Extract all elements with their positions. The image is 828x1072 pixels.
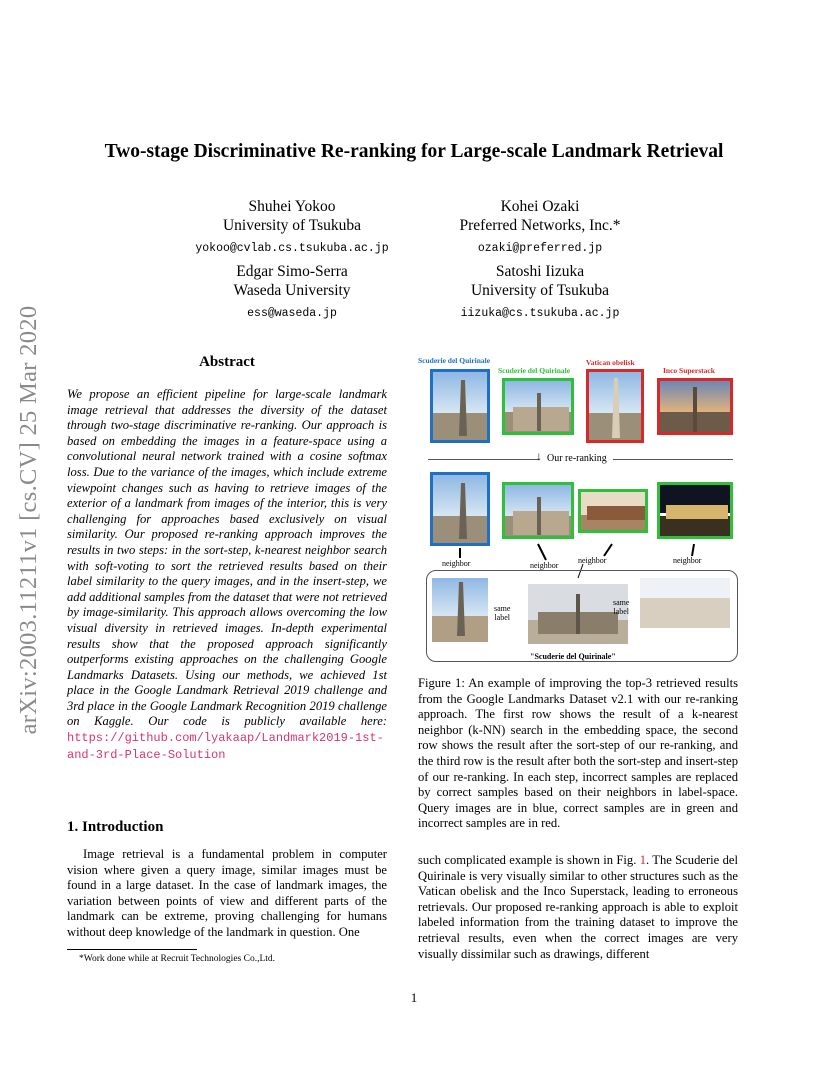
author-email: yokoo@cvlab.cs.tsukuba.ac.jp: [195, 242, 389, 255]
neighbor-label-2: neighbor: [530, 561, 559, 570]
author-4: [410, 262, 670, 323]
paper-title: Two-stage Discriminative Re-ranking for Large-scale Landmark Retrieval: [104, 141, 724, 162]
author-email: iizuka@cs.tsukuba.ac.jp: [460, 307, 620, 320]
figure-caption: Figure 1: An example of improving the top-3 retrieved results from the Google Landmarks Dataset v2.1 with our re-ranking approach. The first row shows the result of a k-nearest neighbor (k-NN) search in the embedding space, the second row shows the result after the sort-step of our re-ranking, and the third row is the result after both the sort-step and insert-step of our re-ranking. In each step, incorrect samples are replaced by correct samples based on their neighbors in label-space. Query images are in blue, correct samples are in green and incorrect samples are in red.: [418, 676, 739, 831]
abstract-heading: Abstract: [199, 354, 255, 370]
author-affiliation: University of Tsukuba: [470, 282, 610, 299]
neighbor-label-3: neighbor: [578, 556, 607, 565]
author-2: [410, 197, 670, 258]
arxiv-sidebar: [9, 270, 49, 770]
right-column-body: [418, 853, 738, 962]
footnote: *Work done while at Recruit Technologies Co.,Ltd.: [79, 954, 276, 964]
label-query: Scuderie del Quirinale: [418, 356, 491, 365]
author-1: [162, 197, 422, 258]
same-label-2: same label: [613, 598, 630, 616]
rerank-label: Our re-ranking: [547, 453, 607, 464]
right-text-after: . The Scuderie del Quirinale is very visually similar to other structures such as the Vatican obelisk and the Inco Superstack, leading to erroneous retrievals. Our proposed re-ranking approach is able to exploit labeled information from the training dataset to improve the retrieval results, even when the correct images are very visually dissimilar such as drawings, different: [418, 853, 738, 961]
row2-image-1: [502, 482, 574, 539]
query-image: [430, 369, 490, 443]
page-number: 1: [410, 990, 418, 1005]
author-email: ess@waseda.jp: [247, 307, 337, 320]
label-correct: Scuderie del Quirinale: [498, 366, 571, 375]
label-wrong-2: Inco Superstack: [663, 366, 715, 375]
intro-body: Image retrieval is a fundamental problem in computer vision where given a query image, similar images must be found in a large dataset. In the case of landmark images, the variation between points of view and different parts of the landmark can be extreme, proving challenging for humans without deep knowledge of the landmark in question. One: [67, 847, 387, 939]
right-text-before: such complicated example is shown in Fig.: [418, 853, 637, 867]
author-name: Kohei Ozaki: [500, 198, 580, 215]
down-arrow-icon: ↓: [536, 449, 542, 463]
figure-citation[interactable]: 1: [639, 853, 646, 867]
row2-image-2: [578, 489, 648, 533]
neighbor-label-4: neighbor: [673, 556, 702, 565]
same-label-1: same label: [494, 604, 511, 622]
neighbor-label-1: neighbor: [442, 559, 471, 568]
insert-image-3: [640, 578, 730, 628]
row2-image-3: [657, 482, 733, 539]
intro-heading: 1. Introduction: [67, 819, 164, 835]
result-image-3: [657, 378, 733, 435]
author-3: [162, 262, 422, 323]
footnote-rule: [67, 949, 197, 950]
author-affiliation: University of Tsukuba: [222, 217, 362, 234]
result-image-1: [502, 378, 574, 435]
author-name: Edgar Simo-Serra: [236, 263, 348, 280]
result-image-2: [586, 369, 644, 443]
abstract-text: We propose an efficient pipeline for large-scale landmark image retrieval that addresses the diversity of the dataset through two-stage discriminative re-ranking. Our approach is based on embedding the images in a feature-space using a convolutional neural network trained with a cosine softmax loss. Due to the variance of the images, which include extreme viewpoint changes such as having to retrieve images of the exterior of a landmark from images of the interior, this is very challenging for approaches based exclusively on visual similarity. Our proposed re-ranking approach improves the results in two steps: in the sort-step, k-nearest neighbor search with soft-voting to sort the retrieved results based on their label similarity to the query images, and in the insert-step, we add additional samples from the dataset that were not retrieved by image-similarity. This approach allows overcoming the low visual diversity in retrieved images. In-depth experimental results show that the proposed approach significantly outperforms existing approaches on the challenging Google Landmarks Datasets. Using our methods, we achieved 1st place in the Google Landmark Retrieval 2019 challenge and 3rd place in the Google Landmark Recognition 2019 challenge on Kaggle. Our code is publicly available here:: [67, 387, 387, 729]
insert-image-1: [432, 578, 488, 642]
code-link[interactable]: https://github.com/lyakaap/Landmark2019-1st-and-3rd-Place-Solution: [67, 731, 384, 762]
author-affiliation: Preferred Networks, Inc.*: [459, 217, 621, 234]
author-affiliation: Waseda University: [233, 282, 351, 299]
figure-1: [418, 352, 738, 667]
label-wrong-1: Vatican obelisk: [586, 358, 635, 367]
query-image-row2: [430, 472, 490, 546]
arxiv-id: arXiv:2003.11211v1 [cs.CV] 25 Mar 2020: [15, 305, 42, 735]
abstract-body: [67, 387, 387, 763]
author-name: Satoshi Iizuka: [495, 263, 585, 280]
divider-right: [613, 459, 733, 460]
author-email: ozaki@preferred.jp: [477, 242, 603, 255]
bottom-label: "Scuderie del Quirinale": [530, 652, 616, 661]
author-name: Shuhei Yokoo: [248, 198, 336, 215]
divider-left: [428, 459, 538, 460]
